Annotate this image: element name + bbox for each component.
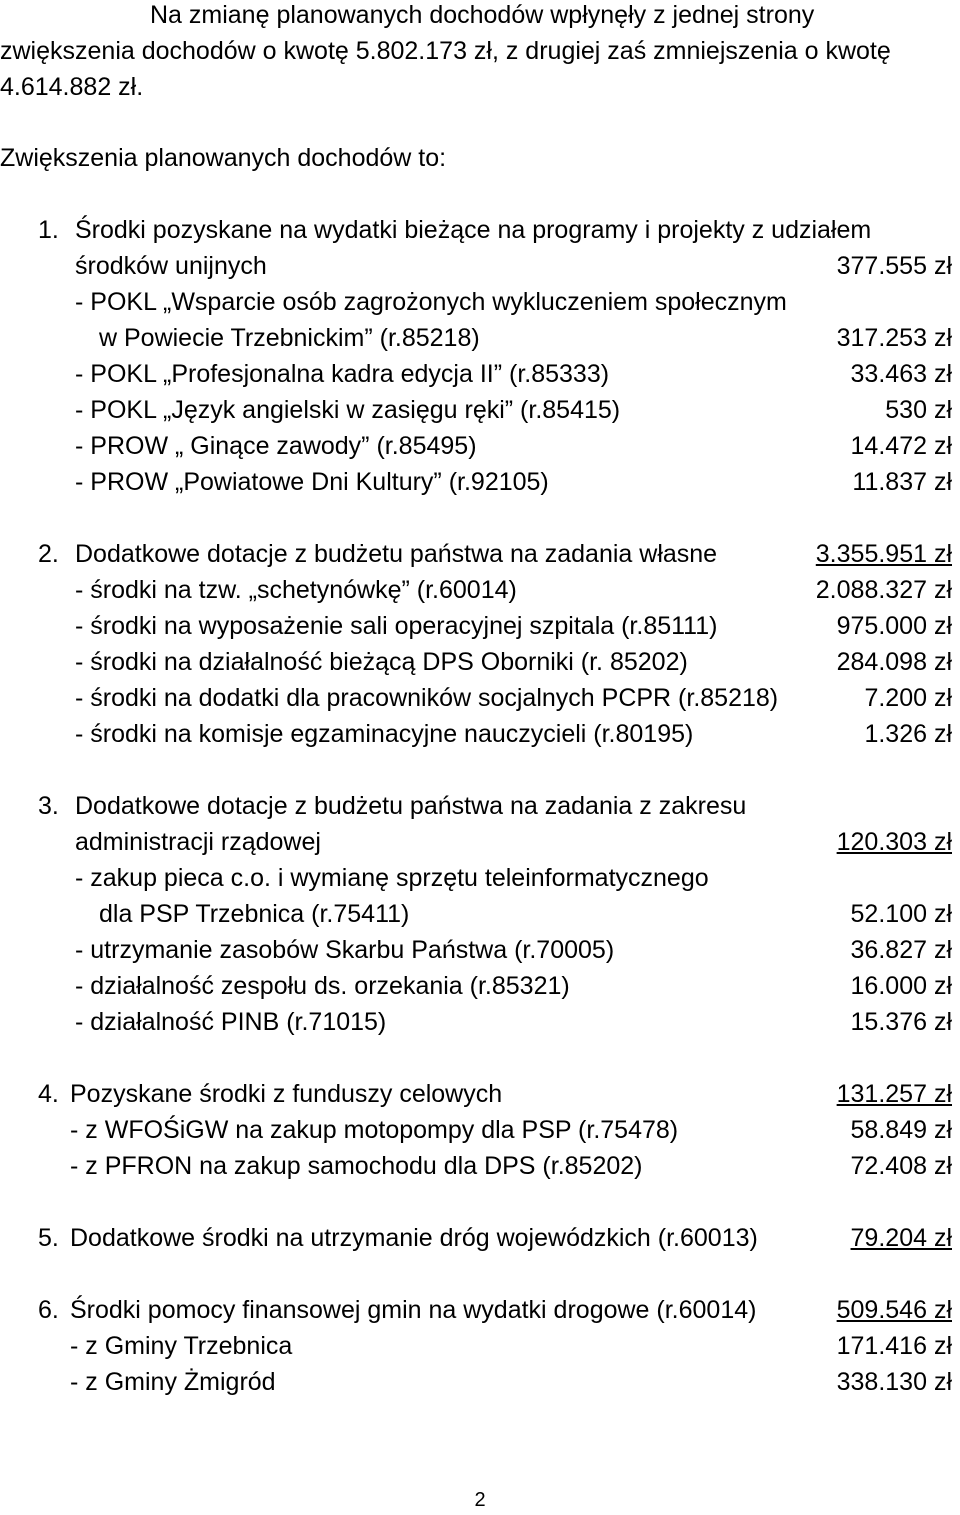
item-text: - utrzymanie zasobów Skarbu Państwa (r.70005) xyxy=(75,936,615,964)
intro-line: Na zmianę planowanych dochodów wpłynęły z jednej strony xyxy=(150,1,815,29)
item-amount: 16.000 zł xyxy=(850,972,952,1000)
item-text: - z PFRON na zakup samochodu dla DPS (r.85202) xyxy=(70,1152,643,1180)
item-amount: 975.000 zł xyxy=(836,612,952,640)
section-total: 377.555 zł xyxy=(836,252,952,280)
section-heading: Zwiększenia planowanych dochodów to: xyxy=(0,144,447,172)
item-amount: 14.472 zł xyxy=(850,432,952,460)
item-text: - PROW „Powiatowe Dni Kultury” (r.92105) xyxy=(75,468,549,496)
section-title: Dodatkowe dotacje z budżetu państwa na zadania własne xyxy=(75,540,718,568)
item-text: - z Gminy Trzebnica xyxy=(70,1332,293,1360)
item-amount: 7.200 zł xyxy=(864,684,952,712)
section-title: Środki pozyskane na wydatki bieżące na programy i projekty z udziałem xyxy=(75,216,872,244)
section-title: Dodatkowe środki na utrzymanie dróg wojewódzkich (r.60013) xyxy=(70,1224,758,1252)
section-title: Środki pomocy finansowej gmin na wydatki drogowe (r.60014) xyxy=(70,1296,757,1324)
section-total: 3.355.951 zł xyxy=(815,540,952,568)
item-amount: 317.253 zł xyxy=(836,324,952,352)
item-text: - z Gminy Żmigród xyxy=(70,1368,276,1396)
item-amount: 11.837 zł xyxy=(852,468,952,496)
item-text: - PROW „ Ginące zawody” (r.85495) xyxy=(75,432,477,460)
page-number: 2 xyxy=(474,1489,486,1511)
item-amount: 530 zł xyxy=(885,396,952,424)
item-amount: 171.416 zł xyxy=(836,1332,952,1360)
item-text: - środki na działalność bieżącą DPS Oborniki (r. 85202) xyxy=(75,648,688,676)
item-text: - POKL „Wsparcie osób zagrożonych wykluczeniem społecznym xyxy=(75,288,787,316)
section-title: środków unijnych xyxy=(75,252,267,280)
item-amount: 52.100 zł xyxy=(850,900,952,928)
item-text: dla PSP Trzebnica (r.75411) xyxy=(99,900,410,928)
item-amount: 2.088.327 zł xyxy=(815,576,952,604)
section-number: 1. xyxy=(38,216,59,244)
item-text: - środki na dodatki dla pracowników socjalnych PCPR (r.85218) xyxy=(75,684,779,712)
section-total: 131.257 zł xyxy=(836,1080,952,1108)
section-number: 3. xyxy=(38,792,59,820)
item-text: w Powiecie Trzebnickim” (r.85218) xyxy=(99,324,480,352)
item-text: - środki na wyposażenie sali operacyjnej szpitala (r.85111) xyxy=(75,612,718,640)
item-amount: 72.408 zł xyxy=(850,1152,952,1180)
section-number: 2. xyxy=(38,540,59,568)
section-total: 120.303 zł xyxy=(836,828,952,856)
section-title: Pozyskane środki z funduszy celowych xyxy=(70,1080,503,1108)
item-text: - z WFOŚiGW na zakup motopompy dla PSP (r.75478) xyxy=(70,1116,679,1144)
item-amount: 33.463 zł xyxy=(850,360,952,388)
item-amount: 284.098 zł xyxy=(836,648,952,676)
section-number: 5. xyxy=(38,1224,59,1252)
intro-line: 4.614.882 zł. xyxy=(0,73,144,101)
item-amount: 15.376 zł xyxy=(850,1008,952,1036)
section-title: administracji rządowej xyxy=(75,828,321,856)
section-total: 79.204 zł xyxy=(850,1224,952,1252)
item-amount: 338.130 zł xyxy=(836,1368,952,1396)
item-amount: 36.827 zł xyxy=(850,936,952,964)
intro-paragraph xyxy=(0,0,954,105)
item-amount: 58.849 zł xyxy=(850,1116,952,1144)
item-amount: 1.326 zł xyxy=(864,720,952,748)
item-text: - POKL „Język angielski w zasięgu ręki” (r.85415) xyxy=(75,396,621,424)
section-number: 6. xyxy=(38,1296,59,1324)
item-text: - działalność zespołu ds. orzekania (r.85321) xyxy=(75,972,570,1000)
section-total: 509.546 zł xyxy=(836,1296,952,1324)
item-text: - zakup pieca c.o. i wymianę sprzętu teleinformatycznego xyxy=(75,864,709,892)
intro-line: zwiększenia dochodów o kwotę 5.802.173 zł, z drugiej zaś zmniejszenia o kwotę xyxy=(0,37,891,65)
item-text: - środki na komisje egzaminacyjne nauczycieli (r.80195) xyxy=(75,720,694,748)
item-text: - środki na tzw. „schetynówkę” (r.60014) xyxy=(75,576,517,604)
item-text: - POKL „Profesjonalna kadra edycja II” (r.85333) xyxy=(75,360,610,388)
item-text: - działalność PINB (r.71015) xyxy=(75,1008,387,1036)
section-title: Dodatkowe dotacje z budżetu państwa na zadania z zakresu xyxy=(75,792,747,820)
section-number: 4. xyxy=(38,1080,59,1108)
